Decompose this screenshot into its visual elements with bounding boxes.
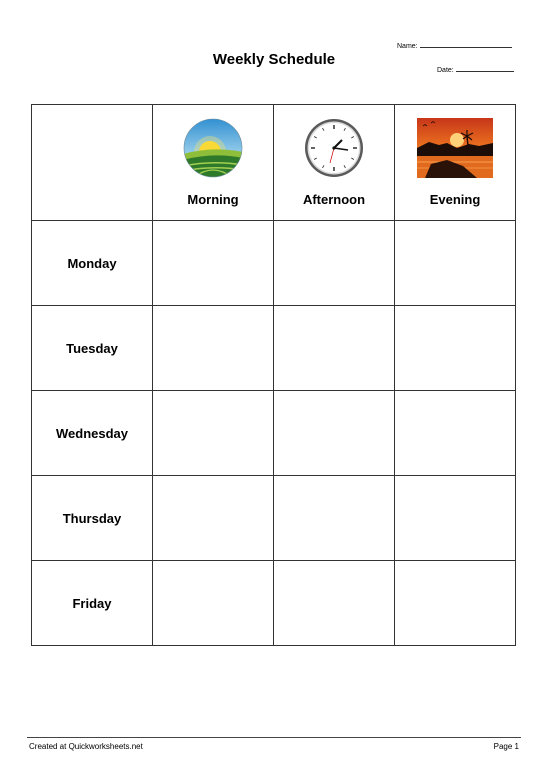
table-row [32,391,516,476]
schedule-cell[interactable] [153,476,274,561]
date-label: Date: [437,67,454,74]
corner-cell [32,105,153,221]
schedule-cell[interactable] [395,306,516,391]
sunset-icon [417,118,493,178]
row-label-friday: Friday [32,561,153,646]
name-underline[interactable] [420,40,512,48]
schedule-table [31,104,516,646]
name-label: Name: [397,43,418,50]
schedule-cell[interactable] [395,391,516,476]
schedule-cell[interactable] [274,561,395,646]
table-row [32,561,516,646]
header-row [32,105,516,221]
footer-credit: Created at Quickworksheets.net [29,742,143,751]
row-label-wednesday: Wednesday [32,391,153,476]
schedule-cell[interactable] [395,561,516,646]
page-number: Page 1 [493,742,519,751]
column-label-evening: Evening [429,192,481,207]
row-label-tuesday: Tuesday [32,306,153,391]
table-row [32,306,516,391]
schedule-cell[interactable] [274,391,395,476]
row-label-thursday: Thursday [32,476,153,561]
column-header-evening [395,105,516,221]
table-row [32,221,516,306]
schedule-cell[interactable] [395,221,516,306]
page-title: Weekly Schedule [212,51,336,68]
column-header-afternoon [274,105,395,221]
name-field[interactable] [397,40,512,50]
schedule-cell[interactable] [274,221,395,306]
column-header-morning [153,105,274,221]
schedule-cell[interactable] [153,391,274,476]
table-row [32,476,516,561]
row-label-monday: Monday [32,221,153,306]
schedule-cell[interactable] [395,476,516,561]
column-label-morning: Morning [187,192,239,207]
column-label-afternoon: Afternoon [302,192,366,207]
footer-divider [27,737,521,738]
schedule-cell[interactable] [274,306,395,391]
sunrise-icon [183,118,243,178]
clock-icon [304,118,364,178]
schedule-cell[interactable] [153,561,274,646]
schedule-cell[interactable] [153,221,274,306]
schedule-cell[interactable] [153,306,274,391]
schedule-cell[interactable] [274,476,395,561]
